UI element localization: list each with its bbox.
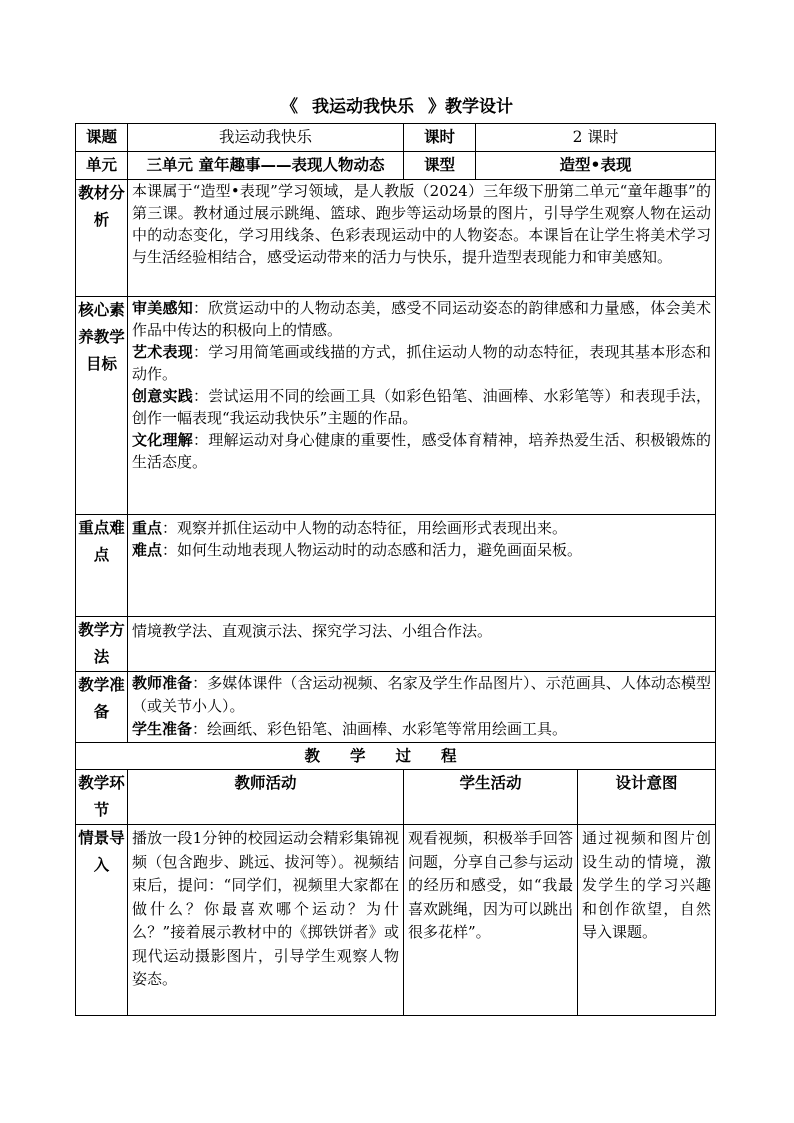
analysis-label: 教材分析 xyxy=(76,180,128,297)
analysis-row xyxy=(76,180,716,297)
unit-value: 三单元 童年趣事——表现人物动态 xyxy=(128,152,404,180)
process-section-row xyxy=(76,743,716,770)
goals-row xyxy=(76,297,716,515)
goals-label: 核心素养教学目标 xyxy=(76,297,128,515)
preparation-item: 学生准备：绘画纸、彩色铅笔、油画棒、水彩笔等常用绘画工具。 xyxy=(132,720,568,738)
keypoint-item: 难点：如何生动地表现人物运动时的动态感和活力，避免画面呆板。 xyxy=(132,541,583,559)
preparation-label: 教学准备 xyxy=(76,672,128,743)
type-label: 课型 xyxy=(404,152,476,180)
preparation-item: 教师准备：多媒体课件（含运动视频、名家及学生作品图片）、示范画具、人体动态模型（或关节小人）。 xyxy=(132,674,712,715)
keypoint-item: 重点：观察并抓住运动中人物的动态特征，用绘画形式表现出来。 xyxy=(132,519,568,537)
keypoints-row xyxy=(76,515,716,617)
topic-label: 课题 xyxy=(76,124,128,152)
process-header-row xyxy=(76,770,716,825)
goals-content xyxy=(128,297,716,515)
methods-text: 情境教学法、直观演示法、探究学习法、小组合作法。 xyxy=(128,617,716,672)
preparation-content xyxy=(128,672,716,743)
document-title xyxy=(0,92,794,117)
design-intent: 通过视频和图片创设生动的情境，激发学生的学习兴趣和创作欲望，自然导入课题。 xyxy=(578,825,716,1016)
goal-item: 艺术表现：学习用简笔画或线描的方式，抓住运动人物的动态特征，表现其基本形态和动作。 xyxy=(132,343,712,383)
preparation-row xyxy=(76,672,716,743)
type-value: 造型•表现 xyxy=(476,152,716,180)
hours-value: 2 课时 xyxy=(476,124,716,152)
col-intent-header: 设计意图 xyxy=(578,770,716,825)
keypoints-label: 重点难点 xyxy=(76,515,128,617)
goal-item: 审美感知：欣赏运动中的人物动态美，感受不同运动姿态的韵律感和力量感，体会美术作品中传达的积极向上的情感。 xyxy=(132,299,712,339)
process-section-title: 教学过程 xyxy=(76,743,716,770)
unit-label: 单元 xyxy=(76,152,128,180)
keypoints-content xyxy=(128,515,716,617)
unit-row xyxy=(76,152,716,180)
title-suffix: 》教学设计 xyxy=(428,97,513,117)
analysis-text: 本课属于“造型•表现”学习领域，是人教版（2024）三年级下册第二单元“童年趣事”的第三课。教材通过展示跳绳、篮球、跑步等运动场景的图片，引导学生观察人物在运动中的动态变化，学习用线条、色彩表现运动中的人物姿态。本课旨在让学生将美术学习与生活经验相结合，感受运动带来的活力与快乐，提升造型表现能力和审美感知。 xyxy=(128,180,716,297)
lesson-plan-table xyxy=(75,123,716,1016)
topic-row xyxy=(76,124,716,152)
student-activity: 观看视频，积极举手回答问题，分享自己参与运动的经历和感受，如“我最喜欢跳绳，因为可以跳出很多花样”。 xyxy=(404,825,578,1016)
teacher-activity: 播放一段1分钟的校园运动会精彩集锦视频（包含跑步、跳远、拔河等）。视频结束后，提问：“同学们，视频里大家都在做什么？你最喜欢哪个运动？为什么？”接着展示教材中的《掷铁饼者》或现代运动摄影图片，引导学生观察人物姿态。 xyxy=(128,825,404,1016)
col-stage-header: 教学环节 xyxy=(76,770,128,825)
methods-label: 教学方法 xyxy=(76,617,128,672)
methods-row xyxy=(76,617,716,672)
goal-item: 文化理解：理解运动对身心健康的重要性，感受体育精神，培养热爱生活、积极锻炼的生活态度。 xyxy=(132,431,712,471)
process-row xyxy=(76,825,716,1016)
hours-label: 课时 xyxy=(404,124,476,152)
goal-item: 创意实践：尝试运用不同的绘画工具（如彩色铅笔、油画棒、水彩笔等）和表现手法，创作一幅表现“我运动我快乐”主题的作品。 xyxy=(132,387,712,427)
stage-label: 情景导入 xyxy=(76,825,128,1016)
col-teacher-header: 教师活动 xyxy=(128,770,404,825)
title-lesson-name: 我运动我快乐 xyxy=(312,97,414,117)
col-student-header: 学生活动 xyxy=(404,770,578,825)
topic-value: 我运动我快乐 xyxy=(128,124,404,152)
title-open-bracket: 《 xyxy=(281,97,298,117)
